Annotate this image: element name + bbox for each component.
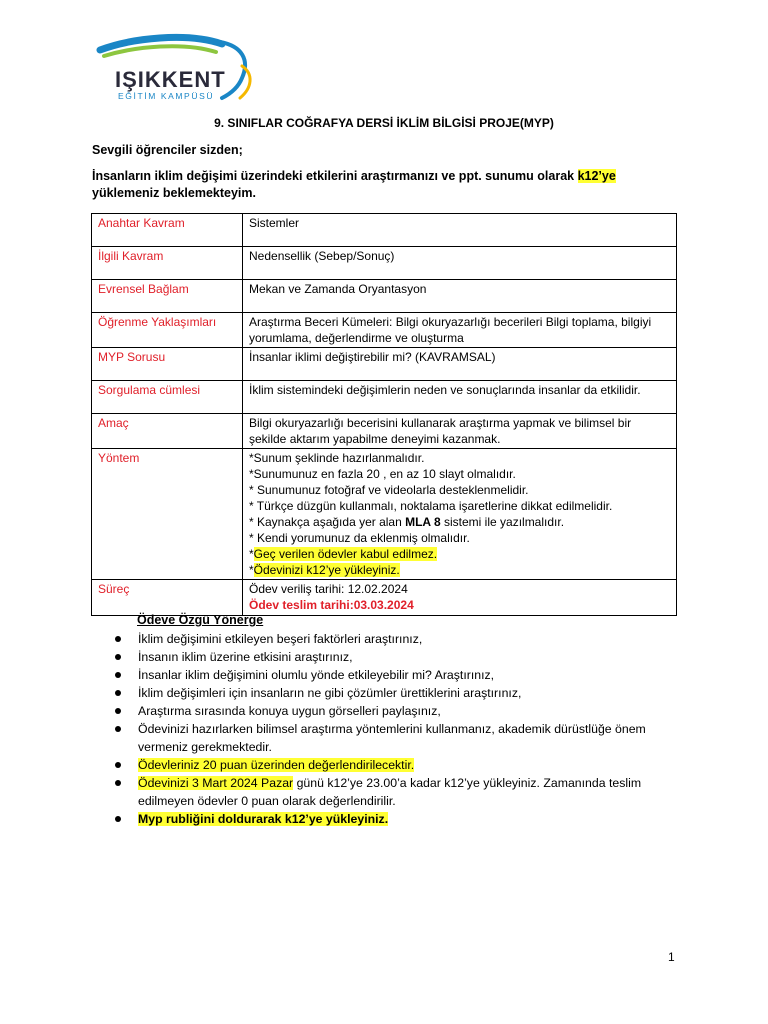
- list-item: [113, 666, 683, 684]
- list-item: [113, 810, 683, 828]
- row-key: Yöntem: [92, 449, 243, 580]
- bullet-icon: [115, 708, 121, 714]
- method-line: * Türkçe düzgün kullanmalı, noktalama işaretlerine dikkat edilmelidir.: [249, 499, 613, 513]
- list-item: [113, 648, 683, 666]
- bullet-icon: [115, 654, 121, 660]
- deadline-text: günü k12’ye 23.00’a kadar k12’ye yükleyiniz. Zamanında teslim edilmeyen ödevler 0 puan olarak değerlendirilir.: [138, 776, 642, 808]
- list-item: [113, 684, 683, 702]
- list-item: [113, 702, 683, 720]
- logo-subtitle: EĞİTİM KAMPÜSÜ: [118, 91, 215, 101]
- points-highlight: Ödevleriniz 20 puan üzerinden değerlendirilecektir.: [138, 758, 415, 772]
- page-number: 1: [668, 950, 675, 964]
- table-row-yontem: [92, 449, 677, 580]
- given-date: Ödev veriliş tarihi: 12.02.2024: [249, 582, 408, 596]
- due-date: Ödev teslim tarihi:03.03.2024: [249, 598, 414, 612]
- bullet-icon: [115, 636, 121, 642]
- table-row: [92, 414, 677, 449]
- row-value: Sistemler: [243, 214, 677, 247]
- row-key: Amaç: [92, 414, 243, 449]
- row-key: Evrensel Bağlam: [92, 280, 243, 313]
- row-key: Süreç: [92, 580, 243, 616]
- row-value: Araştırma Beceri Kümeleri: Bilgi okuryazarlığı becerileri Bilgi toplama, bilgiyi yorumlama, değerlendirme ve oluşturma: [243, 313, 677, 348]
- list-item-text: İnsanlar iklim değişimini olumlu yönde etkileyebilir mi? Araştırınız,: [138, 668, 495, 682]
- row-key: Sorgulama cümlesi: [92, 381, 243, 414]
- instructions-list: [113, 630, 683, 828]
- upload-highlight: Ödevinizi k12’ye yükleyiniz.: [253, 563, 400, 577]
- document-title: 9. SINIFLAR COĞRAFYA DERSİ İKLİM BİLGİSİ PROJE(MYP): [214, 116, 554, 130]
- method-line-upload: [249, 562, 671, 578]
- intro-paragraph: [92, 168, 692, 202]
- method-line: * Kendi yorumunuz da eklenmiş olmalıdır.: [249, 531, 470, 545]
- intro-text: İnsanların iklim değişimi üzerindeki etkilerini araştırmanızı ve ppt. sunumu olarak: [92, 169, 578, 183]
- bullet-icon: [115, 726, 121, 732]
- row-value: Nedensellik (Sebep/Sonuç): [243, 247, 677, 280]
- list-item: [113, 720, 683, 756]
- project-table: [91, 213, 677, 616]
- late-prefix: *: [249, 547, 254, 561]
- row-value-yontem: [243, 449, 677, 580]
- list-item: [113, 630, 683, 648]
- list-item-text: İklim değişimleri için insanların ne gibi çözümler ürettiklerini araştırınız,: [138, 686, 522, 700]
- table-row: [92, 280, 677, 313]
- instructions-title: Ödeve Özgü Yönerge: [137, 613, 264, 627]
- deadline-highlight: Ödevinizi 3 Mart 2024 Pazar: [138, 776, 294, 790]
- method-line: * Sunumunuz fotoğraf ve videolarla desteklenmelidir.: [249, 483, 529, 497]
- row-key: MYP Sorusu: [92, 348, 243, 381]
- bullet-icon: [115, 816, 121, 822]
- table-row-surec: [92, 580, 677, 616]
- bullet-icon: [115, 672, 121, 678]
- table-row: [92, 313, 677, 348]
- row-key: Anahtar Kavram: [92, 214, 243, 247]
- list-item-text: İnsanın iklim üzerine etkisini araştırınız,: [138, 650, 353, 664]
- logo-name: IŞIKKENT: [115, 67, 226, 92]
- bullet-icon: [115, 780, 121, 786]
- rubric-highlight: Myp rubliğini doldurarak k12’ye yükleyiniz.: [138, 812, 389, 826]
- row-key: İlgili Kavram: [92, 247, 243, 280]
- method-line-mla: [249, 514, 671, 530]
- method-line: *Sunum şeklinde hazırlanmalıdır.: [249, 451, 425, 465]
- table-row: [92, 348, 677, 381]
- mla-bold: MLA 8: [405, 515, 441, 529]
- bullet-icon: [115, 762, 121, 768]
- table-row: [92, 214, 677, 247]
- list-item-text: Ödevinizi hazırlarken bilimsel araştırma yöntemlerini kullanmanız, akademik dürüstlüğe önem vermeniz gerekmektedir.: [138, 722, 646, 754]
- row-value: Mekan ve Zamanda Oryantasyon: [243, 280, 677, 313]
- greeting: Sevgili öğrenciler sizden;: [92, 143, 243, 157]
- row-key: Öğrenme Yaklaşımları: [92, 313, 243, 348]
- mla-prefix: * Kaynakça aşağıda yer alan: [249, 515, 406, 529]
- row-value-surec: [243, 580, 677, 616]
- upload-prefix: *: [249, 563, 254, 577]
- list-item-text: Araştırma sırasında konuya uygun görselleri paylaşınız,: [138, 704, 441, 718]
- late-highlight: Geç verilen ödevler kabul edilmez.: [253, 547, 438, 561]
- list-item: [113, 756, 683, 774]
- bullet-icon: [115, 690, 121, 696]
- table-row: [92, 381, 677, 414]
- method-line-late: [249, 546, 671, 562]
- list-item: [113, 774, 683, 810]
- intro-text-end: yüklemeniz beklemekteyim.: [92, 186, 256, 200]
- mla-suffix: sistemi ile yazılmalıdır.: [440, 515, 565, 529]
- table-row: [92, 247, 677, 280]
- row-value: İnsanlar iklimi değiştirebilir mi? (KAVRAMSAL): [243, 348, 677, 381]
- row-value: İklim sistemindeki değişimlerin neden ve sonuçlarında insanlar da etkilidir.: [243, 381, 677, 414]
- intro-highlight: k12’ye: [577, 169, 616, 183]
- method-line: *Sunumunuz en fazla 20 , en az 10 slayt olmalıdır.: [249, 467, 516, 481]
- list-item-text: İklim değişimini etkileyen beşeri faktörleri araştırınız,: [138, 632, 423, 646]
- row-value: Bilgi okuryazarlığı becerisini kullanarak araştırma yapmak ve bilimsel bir şekilde aktarım yapabilme deneyimi kazanmak.: [243, 414, 677, 449]
